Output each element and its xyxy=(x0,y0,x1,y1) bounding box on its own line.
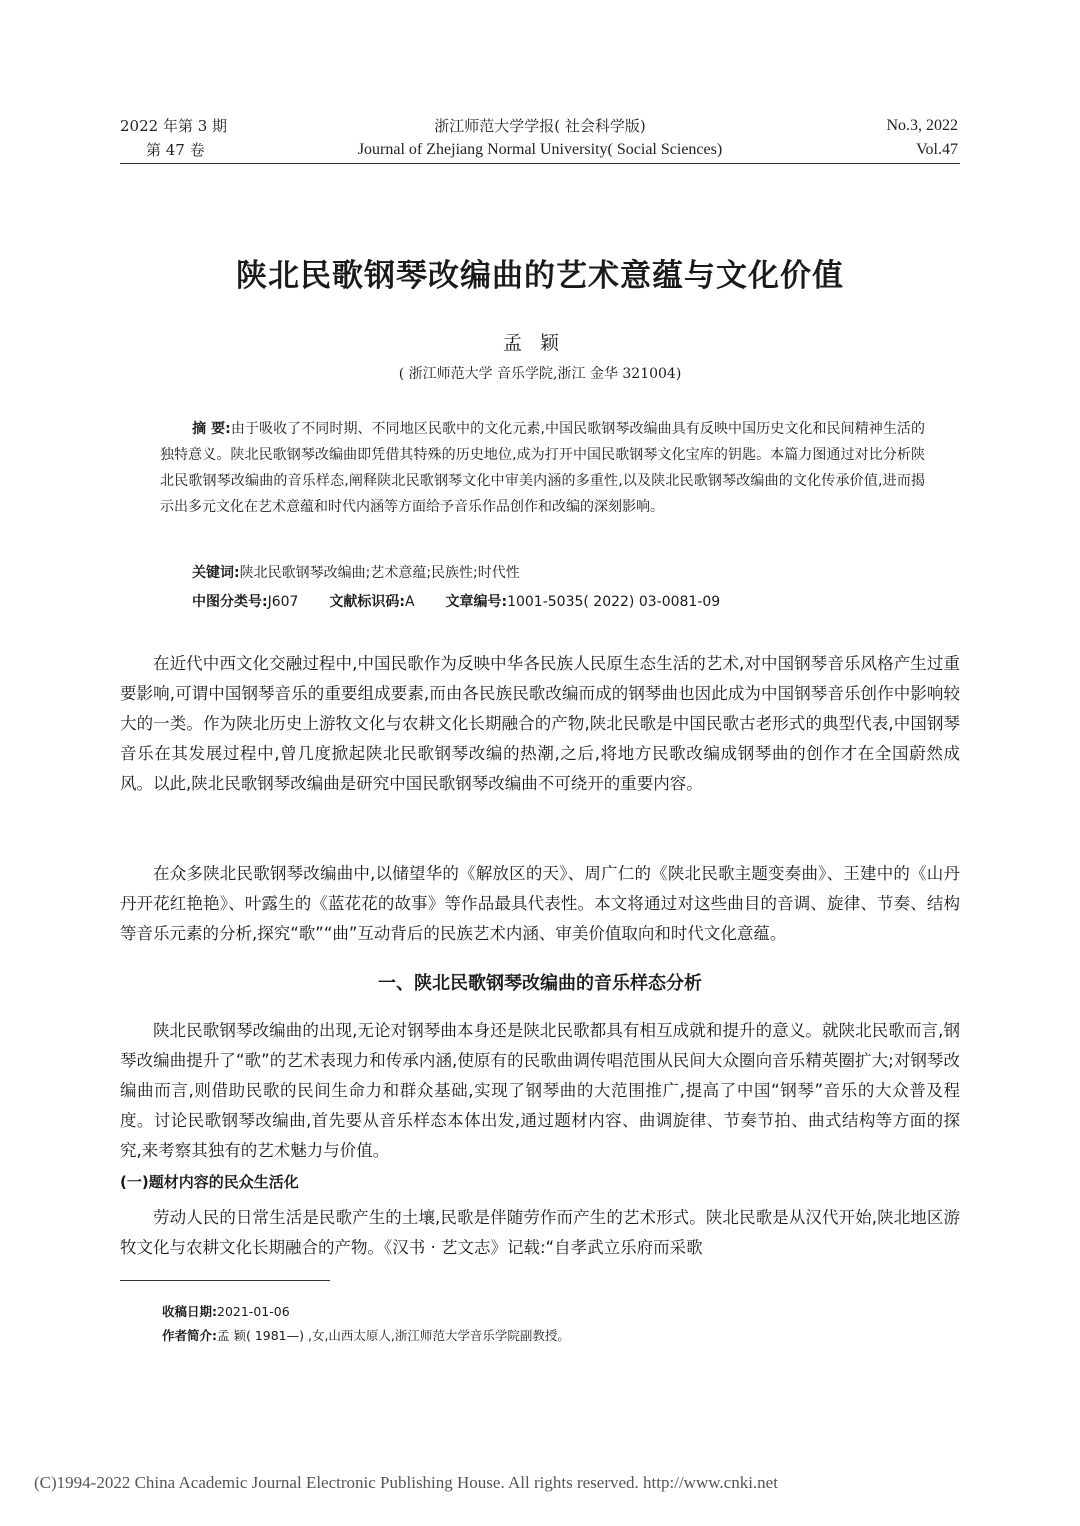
author-bio-label: 作者简介: xyxy=(162,1328,217,1343)
abstract-label: 摘 要: xyxy=(192,421,231,437)
received-date-value: 2021-01-06 xyxy=(217,1304,290,1319)
volume-number-en: Vol.47 xyxy=(916,141,958,158)
issue-number: 2022 年第 3 期 xyxy=(120,117,228,135)
abstract xyxy=(160,416,925,520)
body-paragraph-4: 劳动人民的日常生活是民歌产生的土壤,民歌是伴随劳作而产生的艺术形式。陕北民歌是从汉代开始,陕北地区游牧文化与农耕文化长期融合的产物。《汉书 · 艺文志》记载:“自孝武立乐府而采歌 xyxy=(120,1208,960,1257)
body-paragraph-1: 在近代中西文化交融过程中,中国民歌作为反映中华各民族人民原生态生活的艺术,对中国钢琴音乐风格产生过重要影响,可谓中国钢琴音乐的重要组成要素,而由各民族民歌改编而成的钢琴曲也因此成为中国钢琴音乐创作中影响较大的一类。作为陕北历史上游牧文化与农耕文化长期融合的产物,陕北民歌是中国民歌古老形式的典型代表,中国钢琴音乐在其发展过程中,曾几度掀起陕北民歌钢琴改编的热潮,之后,将地方民歌改编成钢琴曲的创作才在全国蔚然成风。以此,陕北民歌钢琴改编曲是研究中国民歌钢琴改编曲不可绕开的重要内容。 xyxy=(120,654,960,793)
received-date xyxy=(162,1303,290,1321)
abstract-text: 由于吸收了不同时期、不同地区民歌中的文化元素,中国民歌钢琴改编曲具有反映中国历史文化和民间精神生活的独特意义。陕北民歌钢琴改编曲即凭借其特殊的历史地位,成为打开中国民歌钢琴文化宝库的钥匙。本篇力图通过对比分析陕北民歌钢琴改编曲的音乐样态,阐释陕北民歌钢琴文化中审美内涵的多重性,以及陕北民歌钢琴改编曲的文化传承价值,进而揭示出多元文化在艺术意蕴和时代内涵等方面给予音乐作品创作和改编的深刻影响。 xyxy=(160,421,925,515)
body-paragraph-3: 陕北民歌钢琴改编曲的出现,无论对钢琴曲本身还是陕北民歌都具有相互成就和提升的意义。就陕北民歌而言,钢琴改编曲提升了“歌”的艺术表现力和传承内涵,使原有的民歌曲调传唱范围从民间大众圈向音乐精英圈扩大;对钢琴改编曲而言,则借助民歌的民间生命力和群众基础,实现了钢琴曲的大范围推广,提高了中国“钢琴”音乐的大众普及程度。讨论民歌钢琴改编曲,首先要从音乐样态本体出发,通过题材内容、曲调旋律、节奏节拍、曲式结构等方面的探究,来考察其独有的艺术魅力与价值。 xyxy=(120,1021,960,1160)
volume-number: 第 47 卷 xyxy=(146,141,205,159)
body-paragraph-2: 在众多陕北民歌钢琴改编曲中,以储望华的《解放区的天》、周广仁的《陕北民歌主题变奏曲》、王建中的《山丹丹开花红艳艳》、叶露生的《蓝花花的故事》等作品最具代表性。本文将通过对这些曲目的音调、旋律、节奏、结构等音乐元素的分析,探究“歌”“曲”互动背后的民族艺术内涵、审美价值取向和时代文化意蕴。 xyxy=(120,864,960,943)
keywords xyxy=(192,563,932,583)
classification-line xyxy=(192,592,932,612)
copyright-notice: (C)1994-2022 China Academic Journal Electronic Publishing House. All rights reserved. http://www.cnki.net xyxy=(34,1473,778,1492)
article-number-value: 1001-5035( 2022) 03-0081-09 xyxy=(507,594,721,610)
article-title: 陕北民歌钢琴改编曲的艺术意蕴与文化价值 xyxy=(236,258,844,294)
doc-code-label: 文献标识码: xyxy=(329,594,405,610)
doc-code-value: A xyxy=(404,594,415,610)
keywords-text: 陕北民歌钢琴改编曲;艺术意蕴;民族性;时代性 xyxy=(239,565,520,581)
clc-label: 中图分类号: xyxy=(192,594,268,610)
header-divider xyxy=(120,163,960,164)
footnote-divider xyxy=(120,1280,330,1281)
journal-title-en: Journal of Zhejiang Normal University( Social Sciences) xyxy=(357,141,723,158)
article-number-label: 文章编号: xyxy=(445,594,508,610)
author-bio xyxy=(162,1327,570,1345)
received-date-label: 收稿日期: xyxy=(162,1304,217,1319)
keywords-label: 关键词: xyxy=(192,565,240,581)
author-bio-value: 孟 颖( 1981—) ,女,山西太原人,浙江师范大学音乐学院副教授。 xyxy=(217,1328,570,1343)
author-affiliation: ( 浙江师范大学 音乐学院,浙江 金华 321004) xyxy=(398,366,682,382)
author-name: 孟颖 xyxy=(502,332,577,354)
issue-number-en: No.3, 2022 xyxy=(886,117,958,134)
journal-title-cn: 浙江师范大学学报( 社会科学版) xyxy=(434,117,646,135)
clc-value: J607 xyxy=(267,594,299,610)
subsection-heading-1: (一)题材内容的民众生活化 xyxy=(120,1173,299,1191)
section-heading-1: 一、陕北民歌钢琴改编曲的音乐样态分析 xyxy=(378,973,702,994)
